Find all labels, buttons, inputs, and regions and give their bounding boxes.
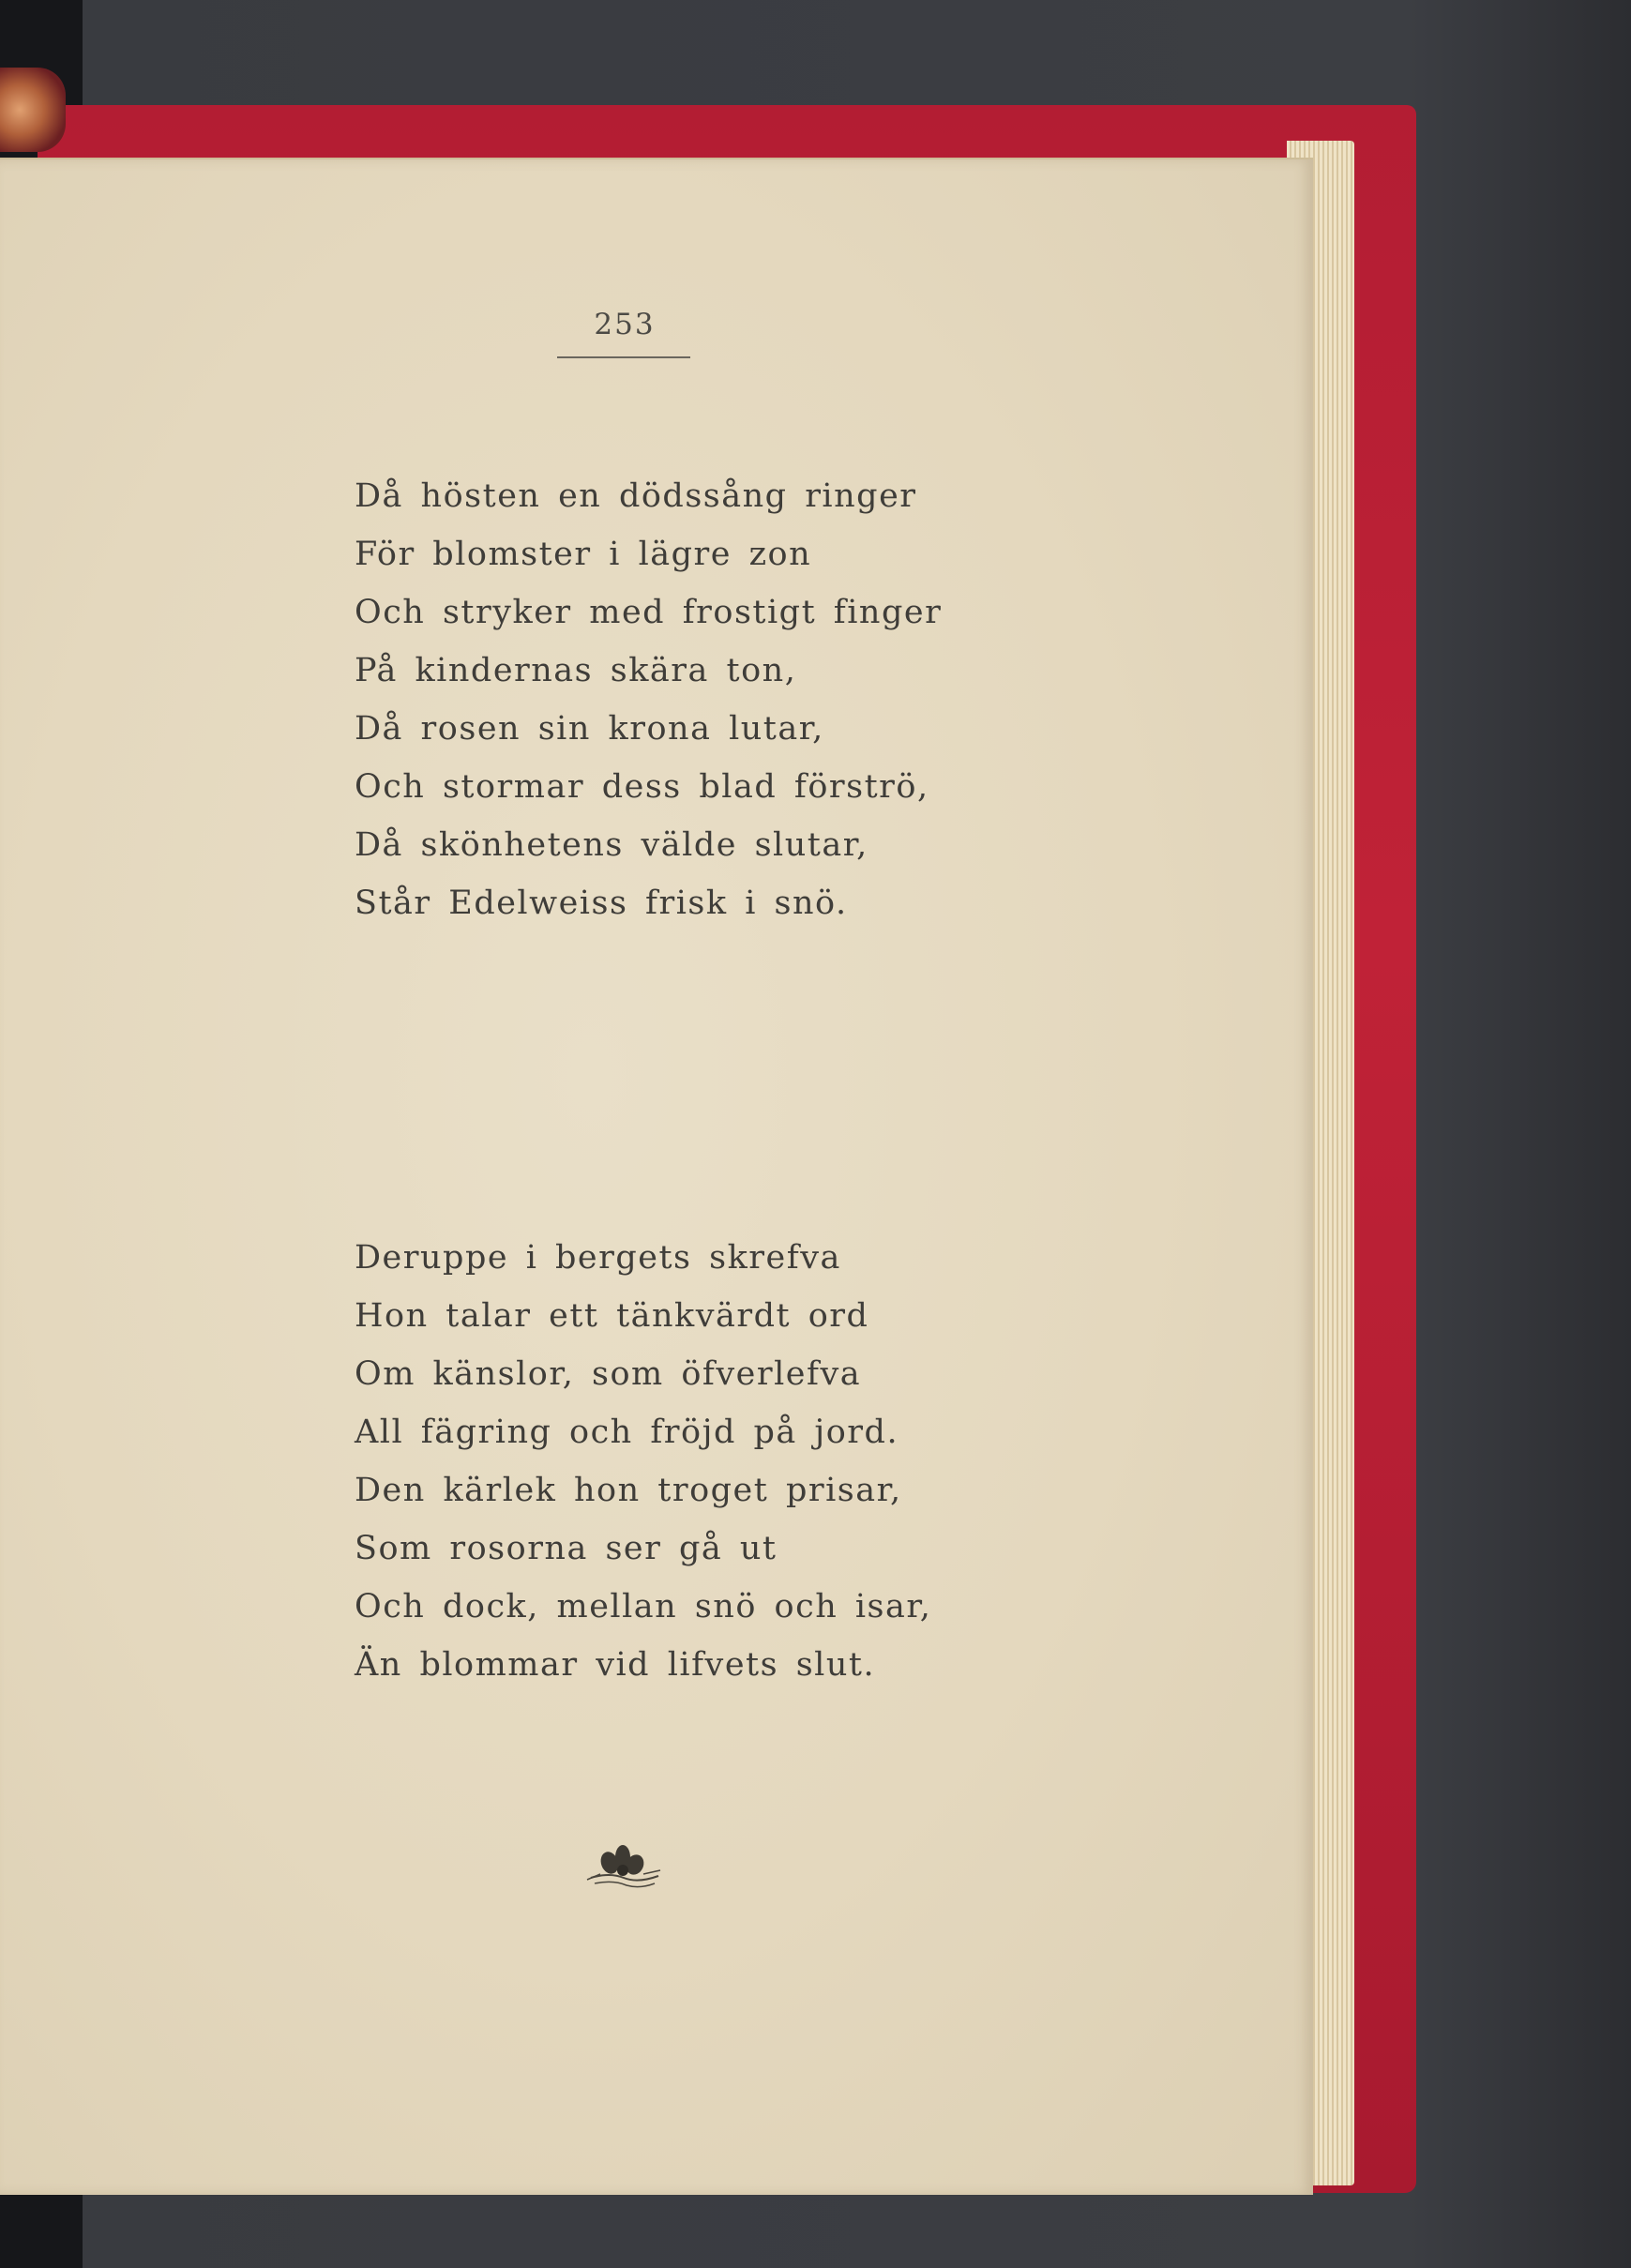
verse-line: Då rosen sin krona lutar, (355, 710, 824, 748)
book-headband (0, 68, 66, 152)
verse-line: Den kärlek hon troget prisar, (355, 1472, 902, 1509)
verse-line: Hon talar ett tänkvärdt ord (355, 1297, 869, 1335)
verse-line: Och dock, mellan snö och isar, (355, 1588, 932, 1625)
verse-line: Då hösten en dödssång ringer (355, 477, 917, 515)
verse-line: På kindernas skära ton, (355, 652, 797, 689)
stanza-1 (355, 467, 942, 932)
floral-vignette-icon (581, 1837, 666, 1893)
verse-line: För blomster i lägre zon (355, 536, 812, 573)
verse-line: All fägring och fröjd på jord. (355, 1414, 899, 1451)
verse-line: Då skönhetens välde slutar, (355, 826, 868, 864)
stanza-2 (355, 1229, 931, 1694)
verse-line: Står Edelweiss frisk i snö. (355, 885, 848, 922)
verse-line: Och stryker med frostigt finger (355, 594, 943, 631)
page-number-rule (557, 356, 690, 358)
verse-line: Deruppe i bergets skrefva (355, 1239, 841, 1277)
verse-line: Om känslor, som öfverlefva (355, 1355, 862, 1393)
verse-line: Som rosorna ser gå ut (355, 1530, 778, 1567)
page-number: 253 (594, 308, 656, 341)
verse-line: Än blommar vid lifvets slut. (355, 1646, 876, 1684)
verse-line: Och stormar dess blad förströ, (355, 768, 929, 806)
